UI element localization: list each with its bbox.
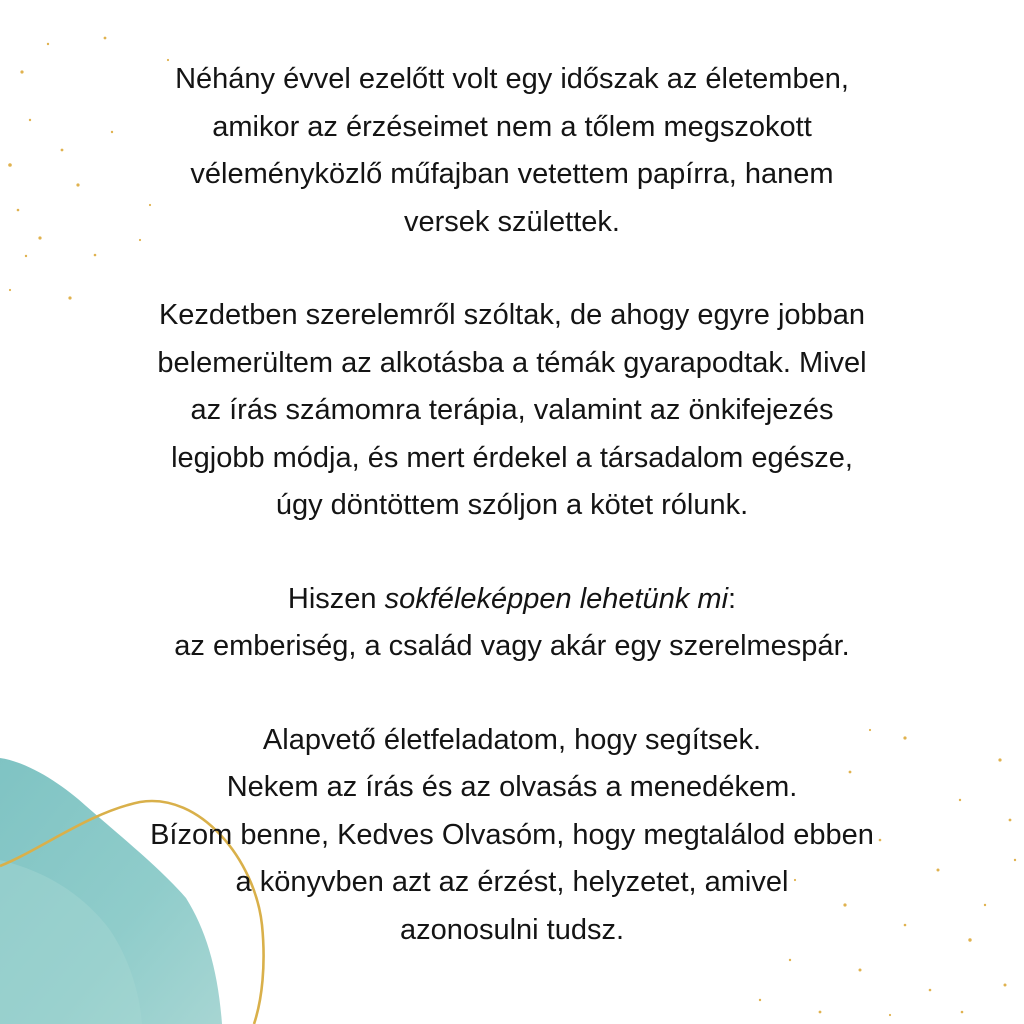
paragraph-line: az írás számomra terápia, valamint az önkifejezés bbox=[190, 394, 834, 426]
paragraph-line: amikor az érzéseimet nem a tőlem megszokott bbox=[212, 110, 812, 143]
paragraph-line: versek születtek. bbox=[404, 205, 620, 238]
gold-dot bbox=[984, 904, 986, 906]
paragraph-line: Alapvető életfeladatom, hogy segítsek. bbox=[262, 723, 762, 756]
gold-dot bbox=[1004, 984, 1007, 987]
paragraph-2 bbox=[40, 292, 984, 530]
gold-dot bbox=[20, 70, 23, 73]
italic-phrase: sokféleképpen lehetünk mi bbox=[384, 582, 729, 615]
paragraph-line: véleményközlő műfajban vetettem papírra, hanem bbox=[190, 158, 834, 190]
gold-dot bbox=[819, 1011, 822, 1014]
gold-dot bbox=[889, 1014, 891, 1016]
line-suffix: : bbox=[728, 582, 737, 615]
gold-dot bbox=[1014, 859, 1016, 861]
paragraph-4 bbox=[40, 717, 984, 955]
paragraph-line: Kezdetben szerelemről szóltak, de ahogy egyre jobban bbox=[158, 299, 866, 331]
gold-dot bbox=[17, 209, 20, 212]
paragraph-line: az emberiség, a család vagy akár egy szerelmespár. bbox=[174, 630, 850, 662]
gold-dot bbox=[47, 43, 49, 45]
paragraph-1 bbox=[40, 56, 984, 246]
paragraph-line: legjobb módja, és mert érdekel a társadalom egésze, bbox=[171, 441, 853, 474]
paragraph-line: Nekem az írás és az olvasás a menedékem. bbox=[226, 771, 798, 803]
paragraph-line: úgy döntöttem szóljon a kötet rólunk. bbox=[275, 489, 749, 521]
gold-dot bbox=[29, 119, 31, 121]
gold-dot bbox=[961, 1011, 964, 1014]
intro-text bbox=[40, 56, 984, 1000]
paragraph-3 bbox=[40, 576, 984, 671]
line-prefix: Hiszen bbox=[287, 582, 385, 615]
gold-dot bbox=[25, 255, 27, 257]
gold-dot bbox=[1009, 819, 1012, 822]
paragraph-line bbox=[40, 576, 984, 624]
gold-dot bbox=[998, 758, 1001, 761]
paragraph-line: belemerültem az alkotásba a témák gyarapodtak. Mivel bbox=[157, 346, 867, 379]
gold-dot bbox=[8, 163, 12, 167]
paragraph-line: azonosulni tudsz. bbox=[399, 913, 625, 946]
gold-dot bbox=[104, 37, 107, 40]
paragraph-line: Bízom benne, Kedves Olvasóm, hogy megtalálod ebben bbox=[150, 818, 874, 851]
paragraph-line: Néhány évvel ezelőtt volt egy időszak az életemben, bbox=[175, 63, 849, 95]
paragraph-line: a könyvben azt az érzést, helyzetet, amivel bbox=[235, 866, 789, 898]
gold-dot bbox=[9, 289, 11, 291]
